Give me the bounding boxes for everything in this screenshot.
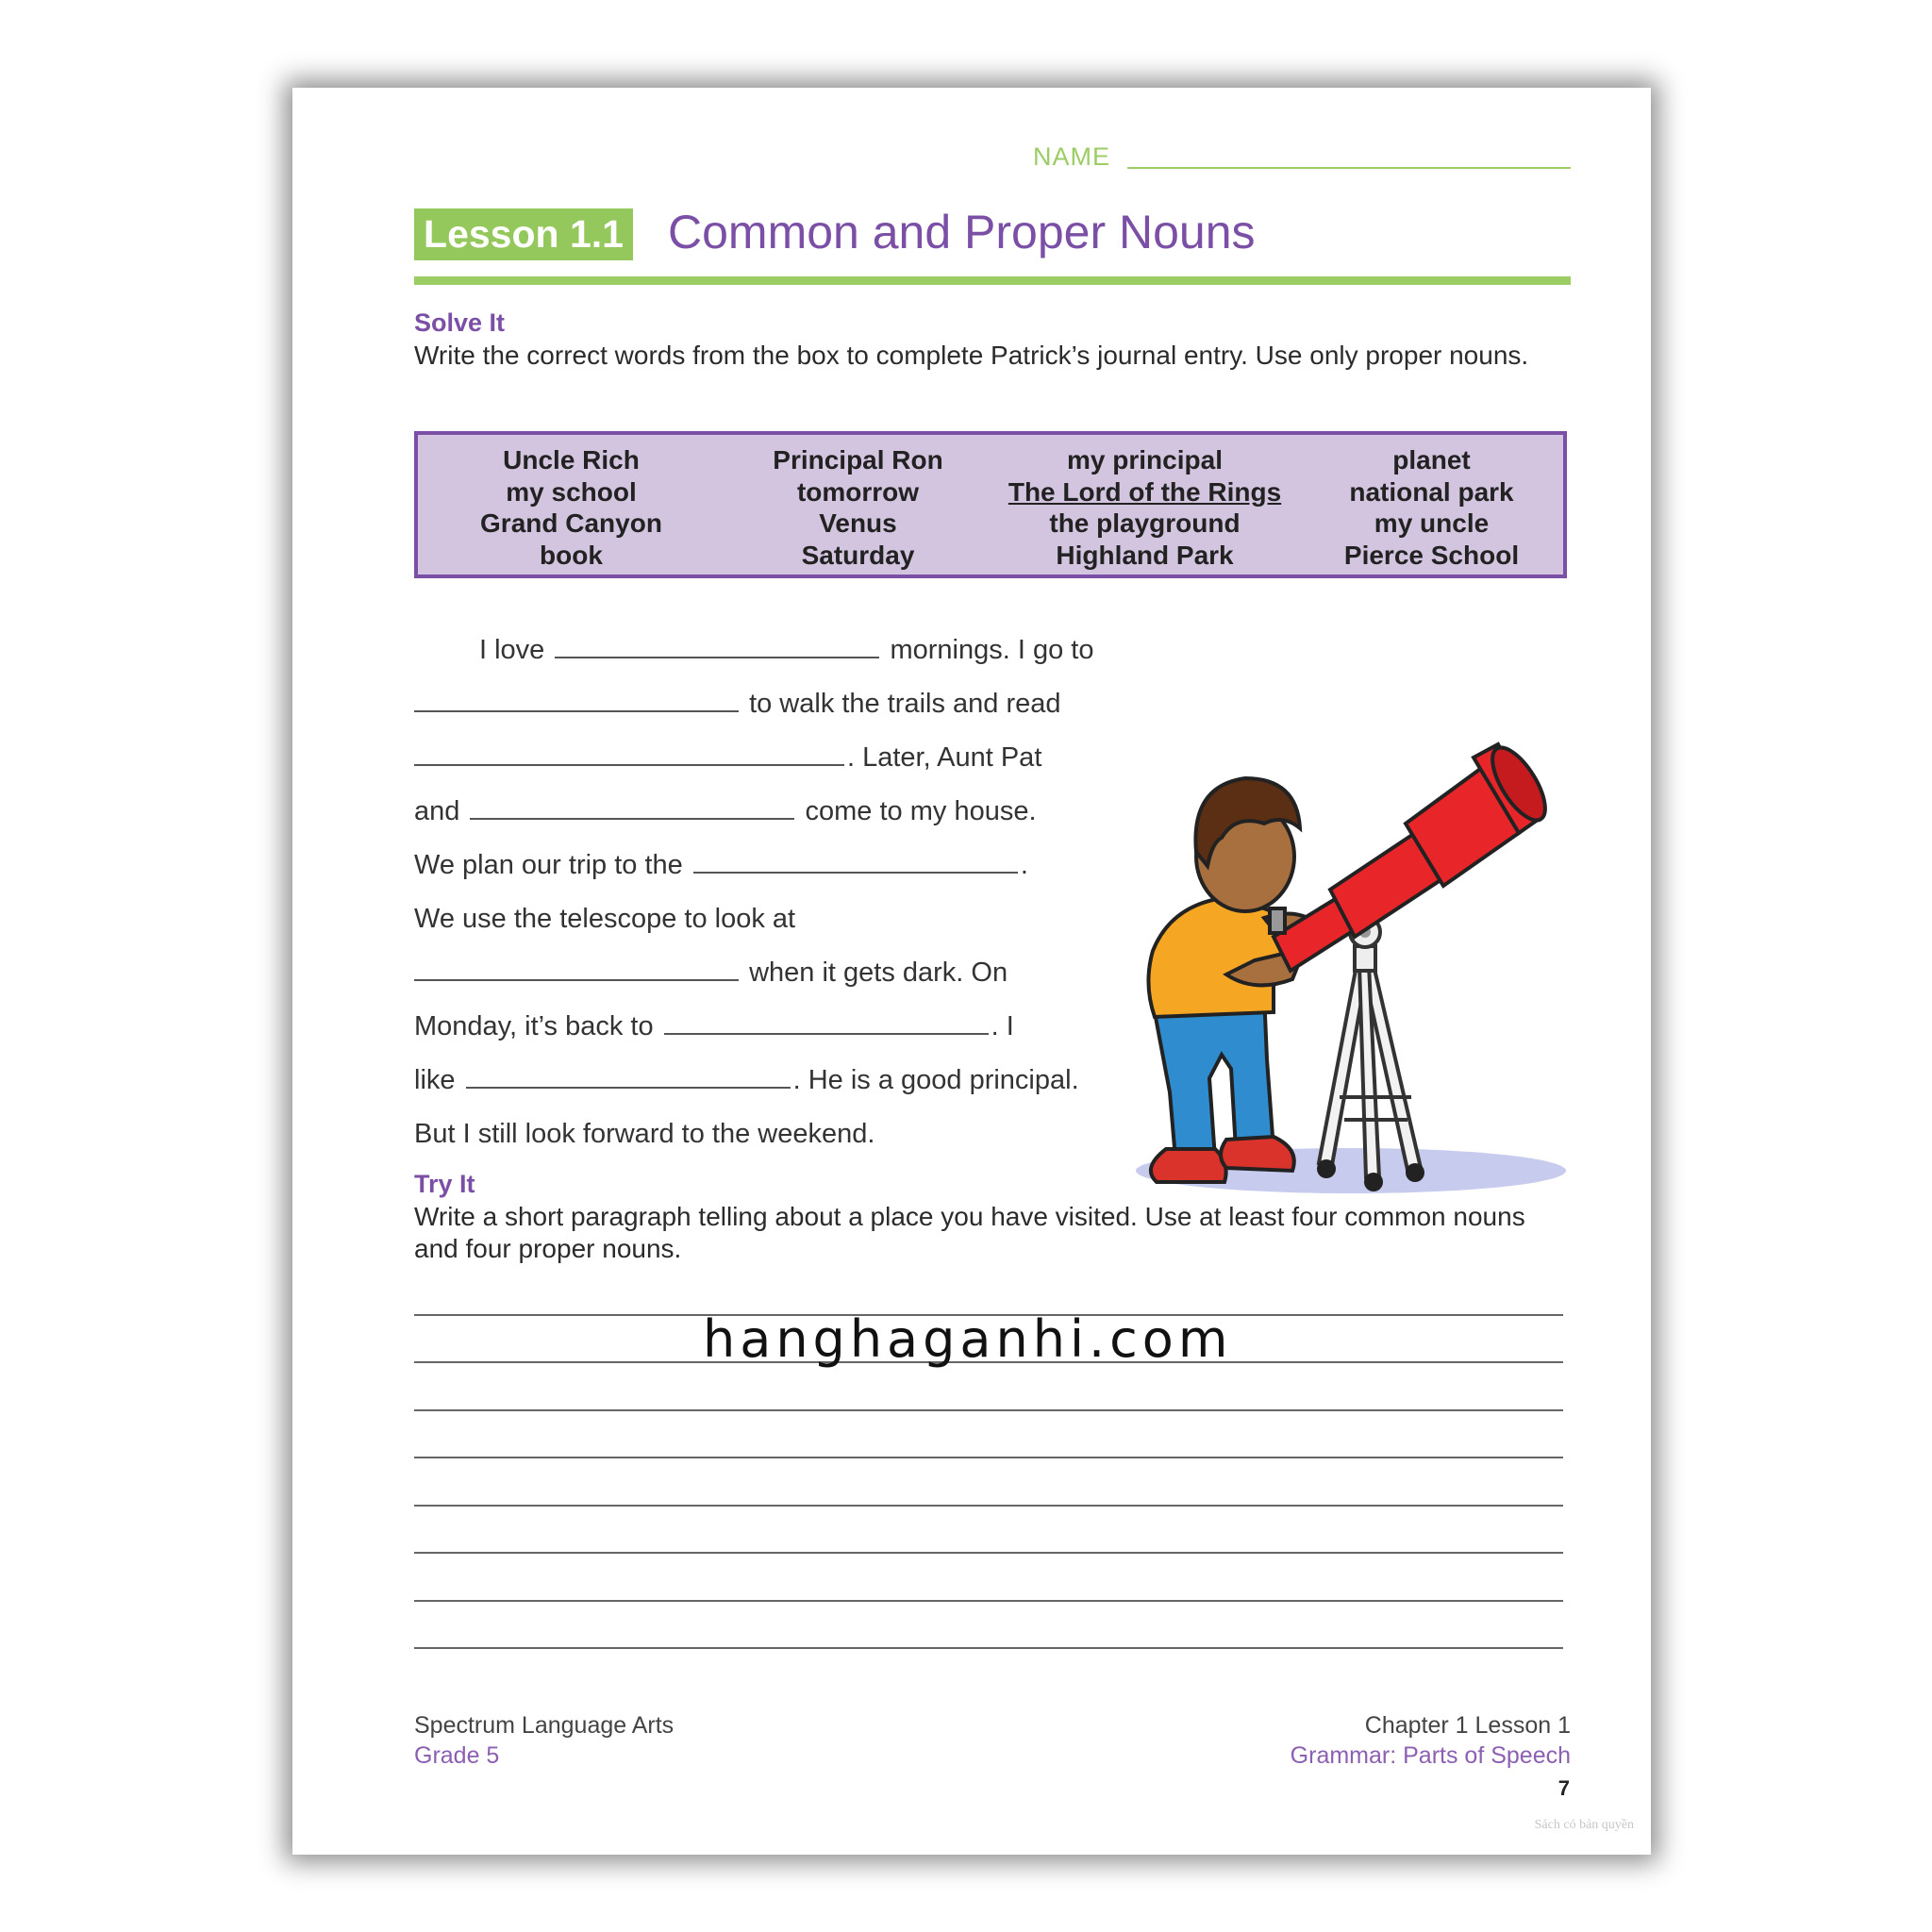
telescope-boy-illustration (1132, 673, 1575, 1210)
word-box-column (714, 444, 1002, 571)
story-text: to walk the trails and read (749, 689, 1061, 719)
title-rule (414, 276, 1571, 285)
footer-chapter: Chapter 1 Lesson 1 (1364, 1712, 1571, 1739)
word-box (414, 431, 1567, 578)
story-text: like (414, 1065, 456, 1095)
story-text: and (414, 796, 460, 826)
story-line (414, 1011, 1014, 1042)
answer-blank[interactable] (693, 872, 1018, 874)
word-box-item: my school (506, 476, 637, 507)
story-line (414, 1119, 874, 1150)
footer-topic: Grammar: Parts of Speech (1290, 1742, 1571, 1769)
answer-blank[interactable] (414, 764, 844, 766)
story-line (479, 635, 1093, 666)
story-line (414, 958, 1008, 989)
try-it-heading: Try It (414, 1170, 475, 1198)
name-label: NAME (1033, 142, 1111, 171)
answer-blank[interactable] (414, 710, 739, 712)
word-box-column (427, 444, 715, 571)
solve-it-instructions: Write the correct words from the box to complete Patrick’s journal entry. Use only proper nouns. (414, 341, 1529, 370)
solve-it-heading: Solve It (414, 308, 506, 337)
story-line (414, 689, 1061, 720)
story-line (414, 742, 1041, 774)
word-box-item: The Lord of the Rings (1008, 476, 1282, 507)
footer-grade: Grade 5 (414, 1742, 500, 1769)
story-text: Monday, it’s back to (414, 1011, 654, 1041)
story-text: . He is a good principal. (792, 1065, 1079, 1095)
answer-blank[interactable] (555, 657, 879, 658)
answer-blank[interactable] (414, 979, 739, 981)
word-box-item: Pierce School (1343, 540, 1520, 570)
word-box-column (1001, 444, 1289, 571)
word-box-item: the playground (1049, 508, 1241, 538)
answer-blank[interactable] (470, 818, 794, 820)
word-box-item: national park (1349, 476, 1514, 507)
story-text: come to my house. (805, 796, 1037, 826)
story-text: But I still look forward to the weekend. (414, 1119, 875, 1149)
story-line (414, 850, 1028, 881)
story-text: We use the telescope to look at (414, 904, 796, 934)
story-text: . Later, Aunt Pat (847, 742, 1042, 773)
writing-line[interactable] (414, 1457, 1563, 1458)
word-box-item: Saturday (801, 540, 915, 570)
watermark: hanghaganhi.com (703, 1309, 1233, 1369)
worksheet-page (292, 88, 1651, 1855)
word-box-item: my uncle (1374, 508, 1490, 538)
story-text: We plan our trip to the (414, 850, 683, 880)
word-box-item: Venus (819, 508, 897, 538)
word-box-item: Grand Canyon (480, 508, 662, 538)
footer-book-title: Spectrum Language Arts (414, 1712, 675, 1739)
answer-blank[interactable] (664, 1033, 989, 1035)
story-text: . I (991, 1011, 1014, 1041)
writing-line[interactable] (414, 1552, 1563, 1554)
story-text: mornings. I go to (890, 635, 1094, 665)
try-it-instructions: Write a short paragraph telling about a place you have visited. Use at least four common nouns and four proper nouns. (414, 1202, 1525, 1263)
word-box-item: planet (1392, 445, 1471, 475)
story-text: . (1020, 850, 1028, 880)
page-number: 7 (1557, 1776, 1570, 1800)
word-box-item: Principal Ron (773, 445, 943, 475)
story-text: I love (479, 635, 545, 665)
word-box-item: Uncle Rich (503, 445, 640, 475)
word-box-item: my principal (1067, 445, 1223, 475)
story-line (414, 796, 1037, 827)
writing-line[interactable] (414, 1600, 1563, 1602)
lesson-badge: Lesson 1.1 (414, 208, 633, 260)
story-line (414, 904, 795, 935)
word-box-column (1288, 444, 1575, 571)
writing-line[interactable] (414, 1505, 1563, 1507)
story-line (414, 1065, 1079, 1096)
story-text: when it gets dark. On (749, 958, 1008, 988)
answer-blank[interactable] (466, 1087, 791, 1089)
word-box-item: book (540, 540, 603, 570)
lesson-title: Common and Proper Nouns (668, 206, 1256, 258)
copyright-stamp: Sách có bản quyền (1534, 1818, 1634, 1832)
name-line[interactable] (1127, 167, 1571, 169)
word-box-item: Highland Park (1056, 540, 1234, 570)
writing-line[interactable] (414, 1647, 1563, 1649)
writing-line[interactable] (414, 1409, 1563, 1411)
word-box-item: tomorrow (796, 476, 920, 507)
